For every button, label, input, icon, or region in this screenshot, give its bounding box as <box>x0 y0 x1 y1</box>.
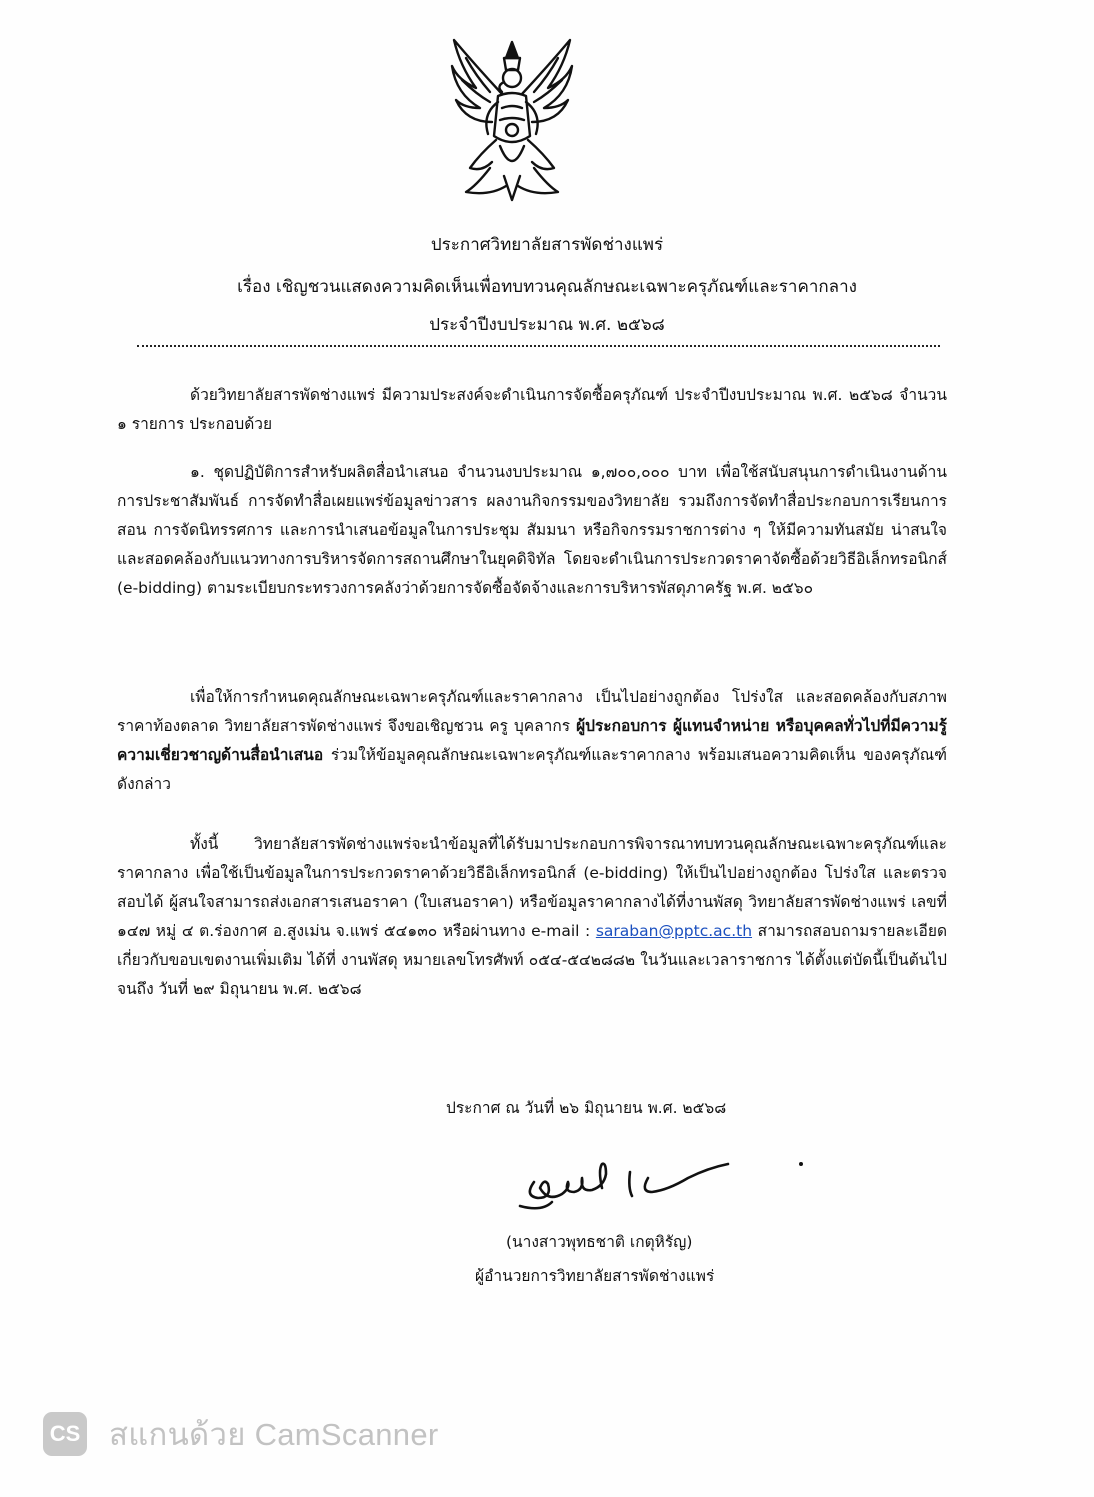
fiscal-year: ประจำปีงบประมาณ พ.ศ. ๒๕๖๘ <box>429 315 665 335</box>
paragraph-item-1 <box>117 458 947 603</box>
garuda-emblem-icon <box>446 36 578 204</box>
announcement-date: ประกาศ ณ วันที่ ๒๖ มิถุนายน พ.ศ. ๒๕๖๘ <box>446 1099 727 1117</box>
header-divider <box>137 345 940 347</box>
paragraph-intro <box>117 381 947 439</box>
paragraph-item-1-text: ๑. ชุดปฏิบัติการสำหรับผลิตสื่อนำเสนอ จำนวนงบประมาณ ๑,๗๐๐,๐๐๐ บาท เพื่อใช้สนับสนุนการดำเนินงานด้านการประชาสัมพันธ์ การจัดทำสื่อเผยแพร่ข้อมูลข่าวสาร ผลงานกิจกรรมของวิทยาลัย รวมถึงการจัดทำสื่อประกอบการเรียนการสอน การจัดนิทรรศการ และการนำเสนอข้อมูลในการประชุม สัมมนา หรือกิจกรรมราชการต่าง ๆ ให้มีความทันสมัย น่าสนใจ และสอดคล้องกับแนวทางการบริหารจัดการสถานศึกษาในยุคดิจิทัล โดยจะดำเนินการประกวดราคาจัดซื้อด้วยวิธีอิเล็กทรอนิกส์ (e-bidding) ตามระเบียบกระทรวงการคลังว่าด้วยการจัดซื้อจัดจ้างและการบริหารพัสดุภาครัฐ พ.ศ. ๒๕๖๐ <box>117 463 947 597</box>
ink-dot <box>799 1162 803 1166</box>
paragraph-contact-text-b: สามารถสอบถามรายละเอียดเกี่ยวกับขอบเขตงานเพิ่มเติม ได้ที่ งานพัสดุ หมายเลขโทรศัพท์ ๐๕๔-๕๔๒๘๘๒ ในวันและเวลาราชการ ได้ตั้งแต่บัดนี้เป็นต้นไป จนถึง วันที่ ๒๙ มิถุนายน พ.ศ. ๒๕๖๘ <box>117 922 948 998</box>
camscanner-watermark-text: สแกนด้วย CamScanner <box>109 1417 439 1452</box>
paragraph-contact-text-a: ทั้งนี้ วิทยาลัยสารพัดช่างแพร่จะนำข้อมูลที่ได้รับมาประกอบการพิจารณาทบทวนคุณลักษณะเฉพาะครุภัณฑ์และราคากลาง เพื่อใช้เป็นข้อมูลในการประกวดราคาด้วยวิธีอิเล็กทรอนิกส์ (e-bidding) ให้เป็นไปอย่างถูกต้อง โปร่งใส และตรวจสอบได้ ผู้สนใจสามารถส่งเอกสารเสนอราคา (ใบเสนอราคา) หรือข้อมูลราคากลางได้ที่งานพัสดุ วิทยาลัยสารพัดช่างแพร่ เลขที่ ๑๔๗ หมู่ ๔ ต.ร่องกาศ อ.สูงเม่น จ.แพร่ ๕๔๑๓๐ หรือผ่านทาง e-mail : <box>117 835 947 940</box>
announcement-title: ประกาศวิทยาลัยสารพัดช่างแพร่ <box>430 235 664 255</box>
paragraph-intro-text: ด้วยวิทยาลัยสารพัดช่างแพร่ มีความประสงค์จะดำเนินการจัดซื้อครุภัณฑ์ ประจำปีงบประมาณ พ.ศ. ๒๕๖๘ จำนวน ๑ รายการ ประกอบด้วย <box>117 386 947 433</box>
camscanner-watermark <box>43 1411 439 1457</box>
email-link[interactable]: saraban@pptc.ac.th <box>595 922 753 940</box>
paragraph-invitation <box>117 683 947 799</box>
paragraph-invitation-text-a: เพื่อให้การกำหนดคุณลักษณะเฉพาะครุภัณฑ์และราคากลาง เป็นไปอย่างถูกต้อง โปร่งใส และสอดคล้องกับสภาพราคาท้องตลาด วิทยาลัยสารพัดช่างแพร่ จึงขอเชิญชวน ครู บุคลากร <box>117 688 947 735</box>
signer-position: ผู้อำนวยการวิทยาลัยสารพัดช่างแพร่ <box>475 1267 715 1285</box>
camscanner-logo-icon: CS <box>43 1412 87 1456</box>
paragraph-invitation-bold: ผู้ประกอบการ ผู้แทนจำหน่าย หรือบุคคลทั่วไปที่มีความรู้ความเชี่ยวชาญด้านสื่อนำเสนอ <box>117 717 947 764</box>
announcement-subject: เรื่อง เชิญชวนแสดงความคิดเห็นเพื่อทบทวนคุณลักษณะเฉพาะครุภัณฑ์และราคากลาง <box>237 277 857 297</box>
signature-icon <box>512 1148 742 1218</box>
paragraph-contact <box>117 830 947 1004</box>
signer-name: (นางสาวพุทธชาติ เกตุหิรัญ) <box>506 1233 693 1251</box>
paragraph-invitation-text-b: ร่วมให้ข้อมูลคุณลักษณะเฉพาะครุภัณฑ์และราคากลาง พร้อมเสนอความคิดเห็น ของครุภัณฑ์ดังกล่าว <box>117 746 947 793</box>
